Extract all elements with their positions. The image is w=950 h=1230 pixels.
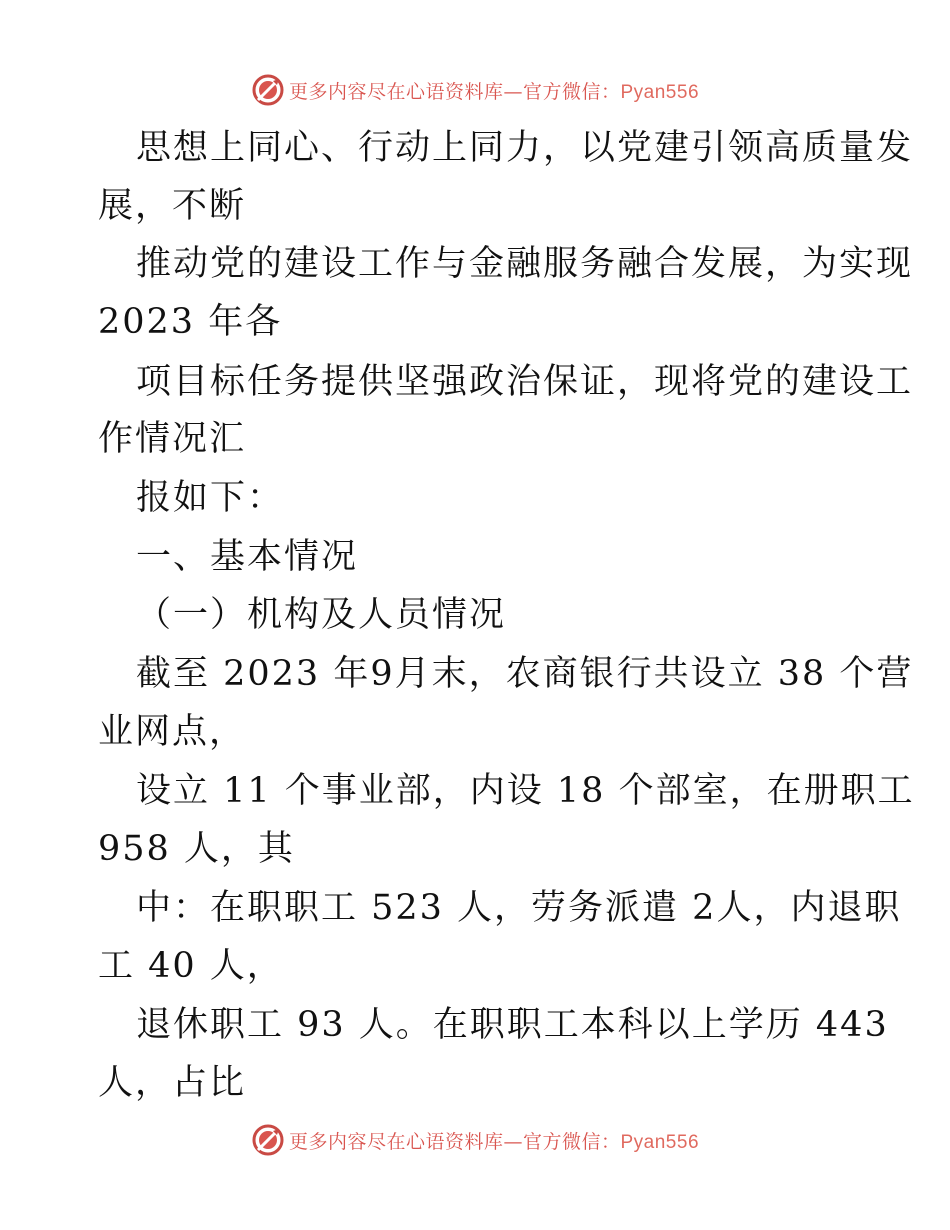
subsection-heading: （一）机构及人员情况 xyxy=(136,595,507,635)
watermark-wechat-label: 官方微信： xyxy=(522,80,621,103)
section-heading: 一、基本情况 xyxy=(136,537,359,577)
pen-logo-icon xyxy=(251,73,285,107)
body-line: 人，占比 xyxy=(98,1063,247,1103)
body-line: 作情况汇 xyxy=(98,419,247,459)
body-line: 展，不断 xyxy=(98,186,247,226)
watermark-wechat-label: 官方微信： xyxy=(522,1130,621,1153)
body-line: 推动党的建设工作与金融服务融合发展，为实现 xyxy=(136,244,914,284)
watermark-banner-bottom xyxy=(0,1120,950,1160)
watermark-brand-text: 更多内容尽在心语资料库 xyxy=(288,80,504,103)
body-line: 工 40 人， xyxy=(98,946,284,986)
pen-logo-icon xyxy=(251,1123,285,1157)
body-line: 思想上同心、行动上同力，以党建引领高质量发 xyxy=(136,128,914,168)
body-line: 项目标任务提供坚强政治保证，现将党的建设工 xyxy=(136,362,914,402)
body-line: 报如下： xyxy=(136,478,285,518)
watermark-brand-text: 更多内容尽在心语资料库 xyxy=(288,1130,504,1153)
body-line: 截至 2023 年9月末，农商银行共设立 38 个营 xyxy=(136,654,914,694)
watermark-wechat-id: Pyan556 xyxy=(620,1131,700,1153)
watermark-separator: — xyxy=(503,80,523,103)
body-line: 2023 年各 xyxy=(98,302,283,342)
body-line: 业网点， xyxy=(98,712,247,752)
watermark-banner-top xyxy=(0,70,950,110)
watermark-separator: — xyxy=(503,1130,523,1153)
body-line: 中：在职职工 523 人，劳务派遣 2人，内退职 xyxy=(136,888,902,928)
body-line: 设立 11 个事业部，内设 18 个部室，在册职工 xyxy=(136,771,915,811)
body-line: 退休职工 93 人。在职职工本科以上学历 443 xyxy=(136,1005,889,1045)
watermark-wechat-id: Pyan556 xyxy=(620,81,700,103)
body-line: 958 人，其 xyxy=(98,829,295,869)
